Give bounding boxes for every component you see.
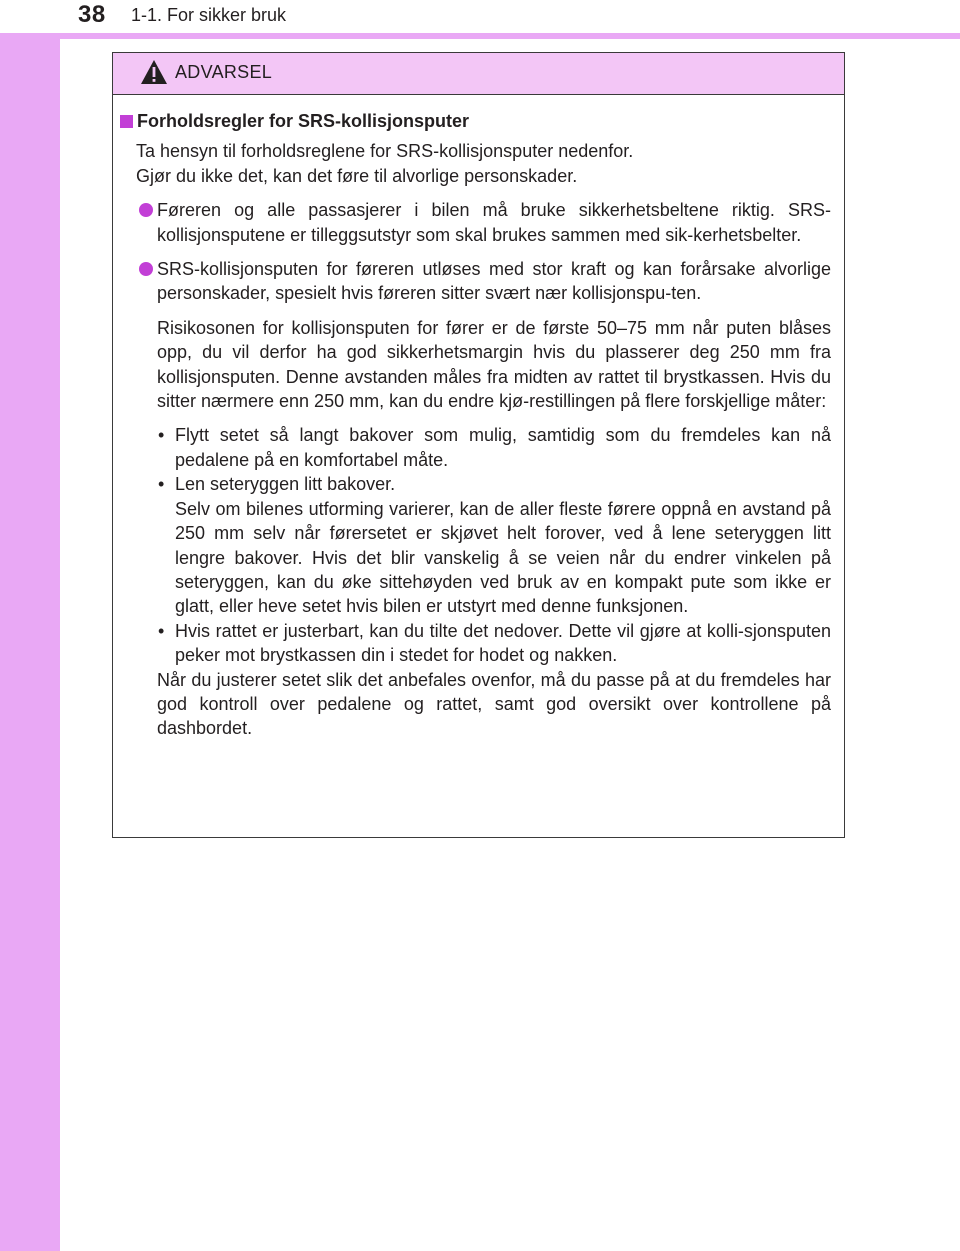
intro-line-2: Gjør du ikke det, kan det føre til alvorlige personskader.: [136, 165, 578, 186]
square-bullet-icon: [120, 115, 133, 128]
warning-label: ADVARSEL: [175, 62, 273, 82]
list-item: [157, 198, 831, 247]
warning-heading: [113, 109, 846, 133]
warning-box: [112, 52, 845, 838]
list-item: [158, 472, 831, 618]
warning-header: [113, 53, 844, 95]
warning-heading-text: Forholdsregler for SRS-kollisjonsputer: [137, 111, 470, 131]
warning-triangle-icon: [140, 59, 168, 85]
dot-bullet-icon: •: [158, 474, 165, 495]
risk-paragraph: Risikosonen for kollisjonsputen for fører er de første 50–75 mm når puten blåses opp, du vil derfor ha god sikkerhetsmargin hvis du plasserer deg 250 mm fra kollisjonsputen. Denne avstanden måles fra midten av rattet til brystkassen. Hvis du sitter nærmere enn 250 mm, kan du endre kjø-restillingen på flere forskjellige måter:: [157, 317, 831, 412]
page-number: 38: [78, 1, 106, 28]
list-item: [158, 619, 831, 668]
bullet-text-2: SRS-kollisjonsputen for føreren utløses med stor kraft og kan forårsake alvorlige personskader, spesielt hvis føreren sitter svært nær kollisjonspu-ten.: [157, 259, 831, 304]
circle-bullet-icon: [139, 262, 153, 276]
section-title: 1-1. For sikker bruk: [131, 5, 287, 25]
side-tab-bar: [0, 0, 60, 1251]
warning-content: [113, 109, 846, 741]
dash-text-2-body: Selv om bilenes utforming varierer, kan de aller fleste førere oppnå en avstand på 250 mm selv når førersetet er skjøvet helt forover, ved å lene seteryggen litt lengre bakover. Hvis det blir vanskelig å se veien når du endrer vinkelen på seteryggen, kan du øke sittehøyden ved bruk av en kompakt pute som ikke er glatt, eller heve setet hvis bilen er utstyrt med denne funksjonen.: [175, 498, 831, 617]
header-rule: [60, 33, 960, 39]
dash-text-2-title: Len seteryggen litt bakover.: [175, 474, 396, 495]
list-item: [157, 257, 831, 306]
closing-paragraph: Når du justerer setet slik det anbefales ovenfor, må du passe på at du fremdeles har god kontroll over pedalene og rattet, samt god oversikt over kontrollene på dashbordet.: [157, 669, 831, 739]
list-item: [158, 423, 831, 472]
dot-bullet-icon: •: [158, 425, 165, 446]
intro-line-1: Ta hensyn til forholdsreglene for SRS-kollisjonsputer nedenfor.: [136, 141, 634, 162]
dot-bullet-icon: •: [158, 620, 165, 641]
dash-text-1: Flytt setet så langt bakover som mulig, samtidig som du fremdeles kan nå pedalene på en komfortabel måte.: [175, 425, 831, 470]
bullet-text-1: Føreren og alle passasjerer i bilen må bruke sikkerhetsbeltene riktig. SRS-kollisjonsputene er tilleggsutstyr som skal brukes sammen med sik-kerhetsbelter.: [157, 200, 831, 245]
dash-text-3: Hvis rattet er justerbart, kan du tilte det nedover. Dette vil gjøre at kolli-sjonsputen peker mot brystkassen din i stedet for hodet og nakken.: [175, 620, 831, 666]
circle-bullet-icon: [139, 203, 153, 217]
